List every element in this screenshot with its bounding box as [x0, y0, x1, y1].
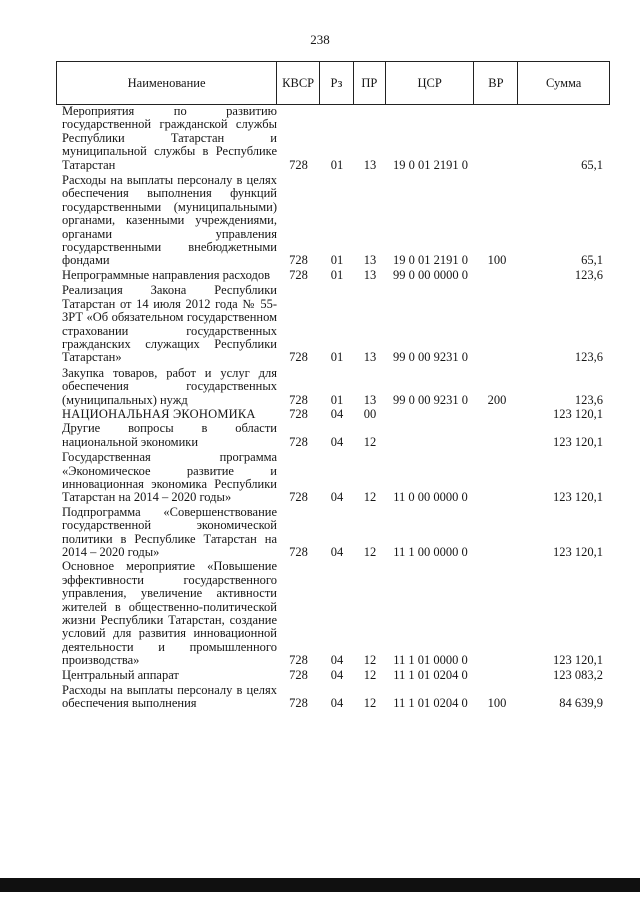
row-sum: 123 120,1 [553, 490, 603, 505]
row-vr: 100 [487, 696, 507, 711]
row-rz: 04 [330, 434, 344, 449]
table-row [56, 669, 610, 682]
table-body [56, 105, 610, 711]
row-rz: 04 [330, 490, 344, 505]
row-csr: 11 0 00 0000 0 [393, 490, 468, 505]
row-name: Непрограммные направления расходов [62, 267, 270, 282]
table-row [56, 560, 610, 667]
row-pr: 13 [363, 392, 377, 407]
row-sum: 123 120,1 [553, 406, 603, 421]
row-kvsr: 728 [289, 157, 308, 172]
row-kvsr: 728 [289, 696, 308, 711]
table-row [56, 422, 610, 449]
row-pr: 13 [363, 157, 377, 172]
row-name: Центральный аппарат [62, 667, 179, 682]
row-sum: 123,6 [574, 350, 603, 365]
row-pr: 00 [363, 406, 377, 421]
row-sum: 123,6 [574, 267, 603, 282]
header-name: Наименование [57, 62, 277, 104]
row-rz: 01 [330, 350, 344, 365]
row-name: Подпрограмма «Совершенствование государственной экономической политики в Республике Татарстан на 2014 – 2020 годы» [62, 504, 277, 559]
table-header [56, 61, 610, 105]
row-sum: 65,1 [581, 157, 603, 172]
row-name: Государственная программа «Экономическое развитие и инновационная экономика Республики Татарстан на 2014 – 2020 годы» [62, 450, 277, 505]
row-kvsr: 728 [289, 267, 308, 282]
row-sum: 84 639,9 [559, 696, 603, 711]
row-vr: 200 [487, 392, 507, 407]
row-kvsr: 728 [289, 545, 308, 559]
row-rz: 04 [330, 406, 344, 421]
row-name: Мероприятия по развитию государственной гражданской службы Республики Татарстан и муниципальной службы в Республике Татарстан [62, 104, 277, 172]
row-csr: 11 1 01 0204 0 [393, 696, 468, 711]
row-kvsr: 728 [289, 434, 308, 449]
row-vr: 100 [487, 253, 507, 268]
header-pr: ПР [354, 62, 386, 104]
row-kvsr: 728 [289, 406, 308, 421]
row-sum: 123 083,2 [553, 667, 603, 682]
row-sum: 65,1 [581, 253, 603, 268]
row-csr: 99 0 00 9231 0 [393, 350, 468, 365]
row-name: Другие вопросы в области национальной экономики [62, 421, 277, 449]
header-csr: ЦСР [386, 62, 475, 104]
table-row [56, 408, 610, 421]
row-sum: 123 120,1 [553, 434, 603, 449]
header-rz: Рз [320, 62, 354, 104]
row-rz: 01 [330, 157, 344, 172]
row-rz: 04 [330, 667, 344, 682]
row-kvsr: 728 [289, 653, 308, 668]
header-sum: Сумма [545, 75, 582, 90]
row-rz: 01 [330, 267, 344, 282]
row-rz: 04 [330, 696, 344, 711]
row-pr: 13 [363, 267, 377, 282]
page-number: 238 [310, 32, 330, 47]
row-name: НАЦИОНАЛЬНАЯ ЭКОНОМИКА [62, 406, 256, 421]
row-pr: 12 [363, 434, 377, 449]
table-row [56, 269, 610, 282]
row-csr: 11 1 00 0000 0 [393, 545, 468, 559]
row-kvsr: 728 [289, 667, 308, 682]
row-csr: 99 0 00 0000 0 [393, 267, 468, 282]
header-vr: ВР [474, 62, 518, 104]
header-kvsr: КВСР [277, 62, 320, 104]
row-kvsr: 728 [289, 253, 308, 268]
table-row [56, 174, 610, 268]
table-row [56, 284, 610, 364]
row-sum: 123,6 [574, 392, 603, 407]
scan-edge-bar [0, 878, 640, 892]
row-pr: 12 [363, 667, 377, 682]
row-rz: 01 [330, 253, 344, 268]
row-sum: 123 120,1 [553, 653, 603, 668]
row-rz: 04 [330, 653, 344, 668]
row-pr: 12 [363, 653, 377, 668]
row-rz: 01 [330, 392, 344, 407]
row-name: Расходы на выплаты персоналу в целях обеспечения выполнения функций государственными (муниципальными) органами, казенными учреждениями, органами управления государственными внебюджетными фондами [62, 173, 277, 268]
row-pr: 12 [363, 696, 377, 711]
row-name: Расходы на выплаты персоналу в целях обеспечения выполнения [62, 683, 277, 711]
row-name: Реализация Закона Республики Татарстан от 14 июля 2012 года № 55-ЗРТ «Об обязательном государственном страховании государственных гражданских служащих Республики Татарстан» [62, 283, 277, 365]
table-row [56, 105, 610, 172]
row-csr: 99 0 00 9231 0 [393, 392, 468, 407]
row-csr: 19 0 01 2191 0 [393, 157, 468, 172]
row-csr: 11 1 01 0204 0 [393, 667, 468, 682]
table-row [56, 367, 610, 407]
row-pr: 13 [363, 350, 377, 365]
row-csr: 11 1 01 0000 0 [393, 653, 468, 668]
row-sum: 123 120,1 [553, 545, 603, 559]
row-rz: 04 [330, 545, 344, 559]
row-name: Основное мероприятие «Повышение эффективности государственного управления, увеличение активности жителей в общественно-политической жизни Республики Татарстан, создание условий для развития инновационной деятельности и промышленного производства» [62, 559, 277, 668]
row-name: Закупка товаров, работ и услуг для обеспечения государственных (муниципальных) нужд [62, 365, 277, 407]
table-row [56, 506, 610, 560]
row-kvsr: 728 [289, 350, 308, 365]
row-pr: 12 [363, 490, 377, 505]
row-csr: 19 0 01 2191 0 [393, 253, 468, 268]
row-kvsr: 728 [289, 490, 308, 505]
table-row [56, 684, 610, 711]
row-pr: 13 [363, 253, 377, 268]
row-kvsr: 728 [289, 392, 308, 407]
table-row [56, 451, 610, 505]
row-pr: 12 [363, 545, 377, 559]
